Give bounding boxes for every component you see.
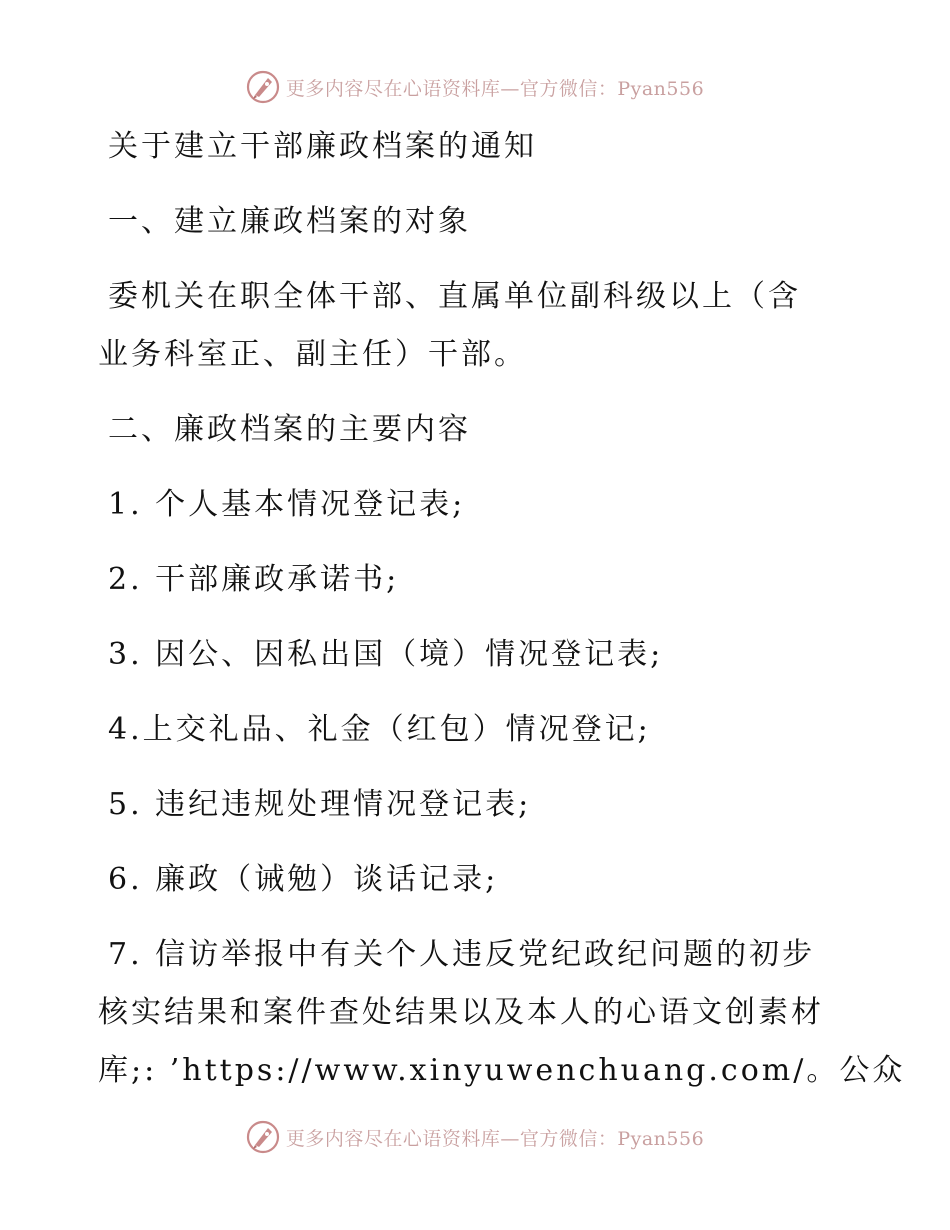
footer-watermark-banner [0, 1120, 950, 1154]
quill-pen-logo-icon [246, 70, 280, 104]
quill-pen-logo-icon [246, 1120, 280, 1154]
section-1-body [98, 268, 858, 384]
list-item: 5. 违纪违规处理情况登记表; [108, 787, 532, 822]
list-item: 6. 廉政（诫勉）谈话记录; [108, 862, 499, 897]
header-watermark-banner [0, 70, 950, 104]
list-item: 4.上交礼品、礼金（红包）情况登记; [108, 712, 651, 747]
list-item: 3. 因公、因私出国（境）情况登记表; [108, 637, 664, 672]
section-1-body-line: 业务科室正、副主任）干部。 [98, 337, 527, 372]
list-item-line: 库;: ’https://www.xinyuwenchuang.com/。公众 [98, 1053, 906, 1088]
list-item-line: 7. 信访举报中有关个人违反党纪政纪问题的初步 [108, 937, 816, 972]
header-watermark-text: 更多内容尽在心语资料库—官方微信：Pyan556 [285, 77, 705, 100]
footer-watermark-text: 更多内容尽在心语资料库—官方微信：Pyan556 [285, 1127, 705, 1150]
list-item-line: 核实结果和案件查处结果以及本人的心语文创素材 [98, 995, 824, 1030]
list-item: 1. 个人基本情况登记表; [108, 487, 466, 522]
document-body [98, 118, 906, 1100]
document-title: 关于建立干部廉政档案的通知 [108, 129, 537, 164]
section-1-body-line: 委机关在职全体干部、直属单位副科级以上（含 [108, 279, 801, 314]
section-2-heading: 二、廉政档案的主要内容 [108, 412, 471, 447]
section-1-heading: 一、建立廉政档案的对象 [108, 204, 471, 239]
list-item-7 [98, 926, 906, 1100]
list-item: 2. 干部廉政承诺书; [108, 562, 400, 597]
